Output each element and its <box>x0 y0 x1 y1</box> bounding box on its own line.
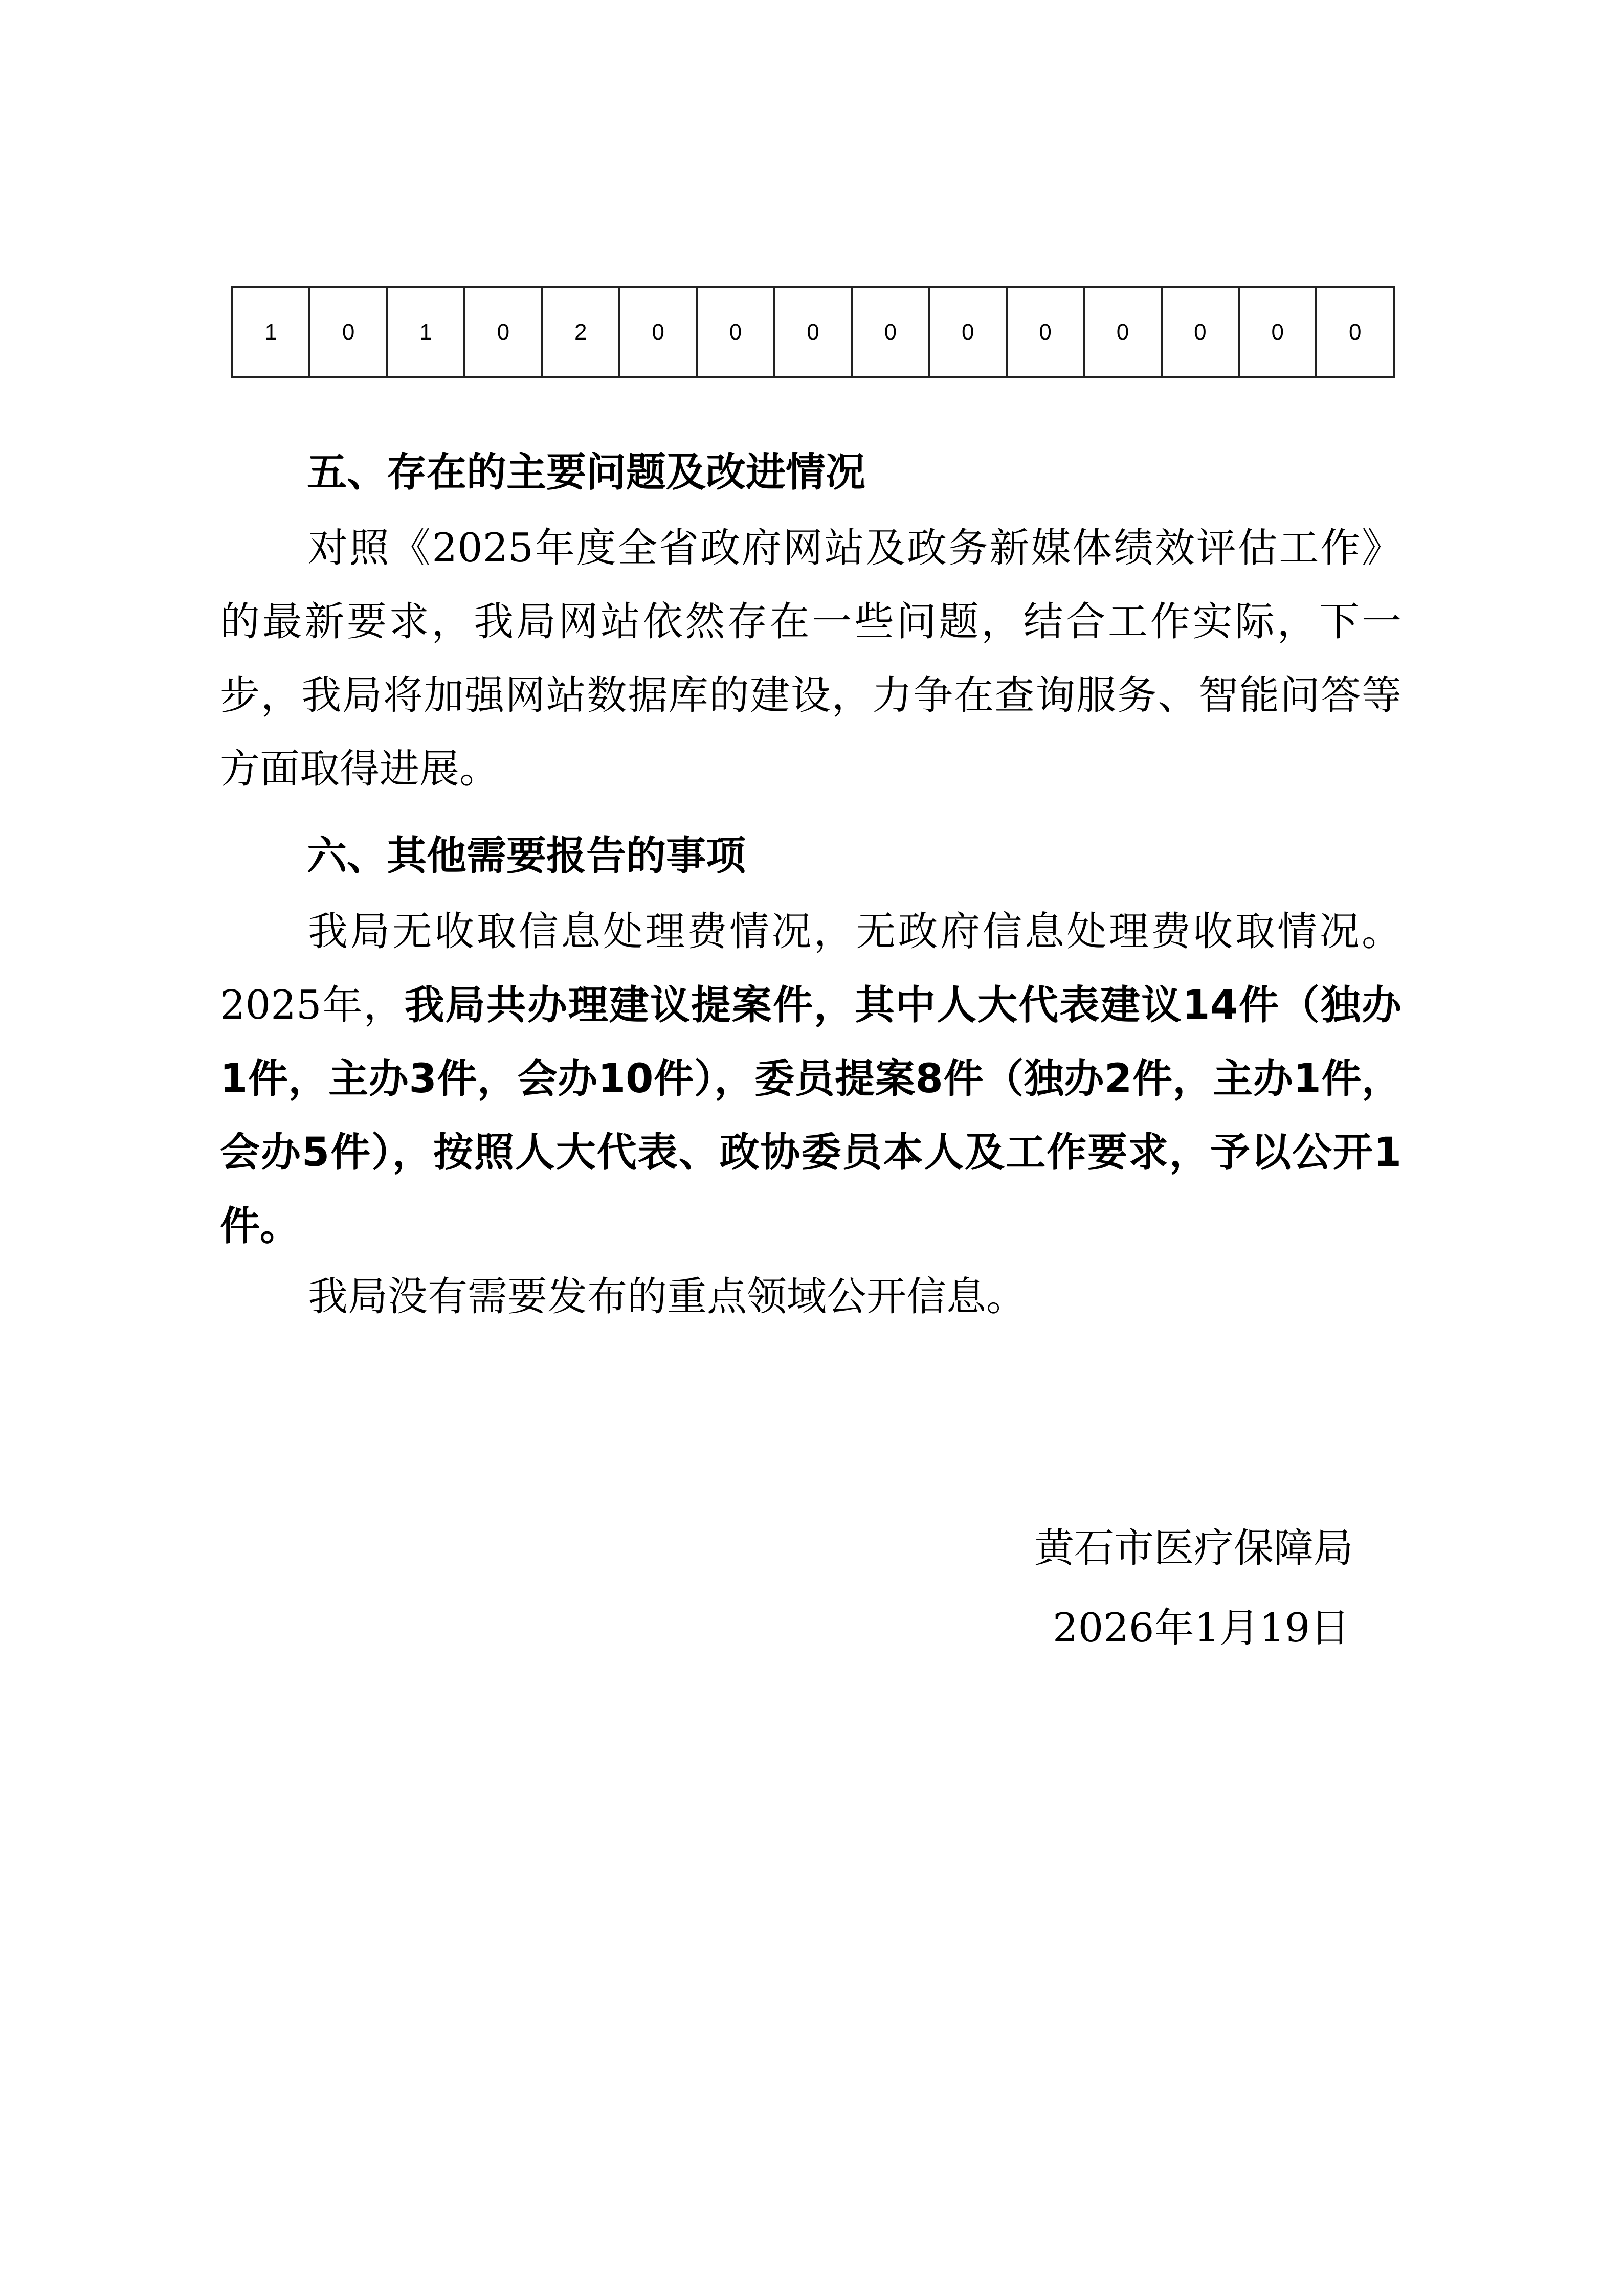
table-cell: 1 <box>232 287 309 377</box>
table-cell: 0 <box>1162 287 1239 377</box>
table-cell: 0 <box>852 287 929 377</box>
table-row <box>232 287 1394 377</box>
table-cell: 0 <box>309 287 387 377</box>
table-cell: 0 <box>1316 287 1394 377</box>
section-5-paragraph: 对照《2025年度全省政府网站及政务新媒体绩效评估工作》的最新要求，我局网站依然存在一些问题，结合工作实际，下一步，我局将加强网站数据库的建设，力争在查询服务、智能问答等方面取得进展。 <box>220 525 1401 792</box>
paragraph-text: 我局无收取信息处理费情况，无政府信息处理费收取情况。2025年， <box>220 909 1401 1028</box>
key-areas-paragraph: 我局没有需要发布的重点领域公开信息。 <box>308 1274 1027 1320</box>
table-cell: 0 <box>697 287 774 377</box>
table-cell: 0 <box>929 287 1007 377</box>
table-cell: 1 <box>387 287 464 377</box>
section-heading-5: 五、存在的主要问题及改进情况 <box>307 449 866 496</box>
table-cell: 2 <box>542 287 619 377</box>
table-cell: 0 <box>464 287 542 377</box>
table-cell: 0 <box>774 287 852 377</box>
proposal-summary-text: 我局共办理建议提案件，其中人大代表建议14件（独办1件，主办3件，会办10件），委员提案8件（独办2件，主办1件，会办5件），按照人大代表、政协委员本人及工作要求，予以公开1件。 <box>220 982 1402 1249</box>
table-cell: 0 <box>619 287 697 377</box>
table-cell: 0 <box>1239 287 1316 377</box>
table-cell: 0 <box>1007 287 1084 377</box>
statistics-table <box>231 286 1395 378</box>
issue-date: 2026年1月19日 <box>1053 1605 1350 1651</box>
section-heading-6: 六、其他需要报告的事项 <box>307 833 746 879</box>
issuing-organization: 黄石市医疗保障局 <box>1034 1525 1354 1571</box>
table-cell: 0 <box>1084 287 1161 377</box>
section-6-paragraph <box>220 895 1401 1263</box>
